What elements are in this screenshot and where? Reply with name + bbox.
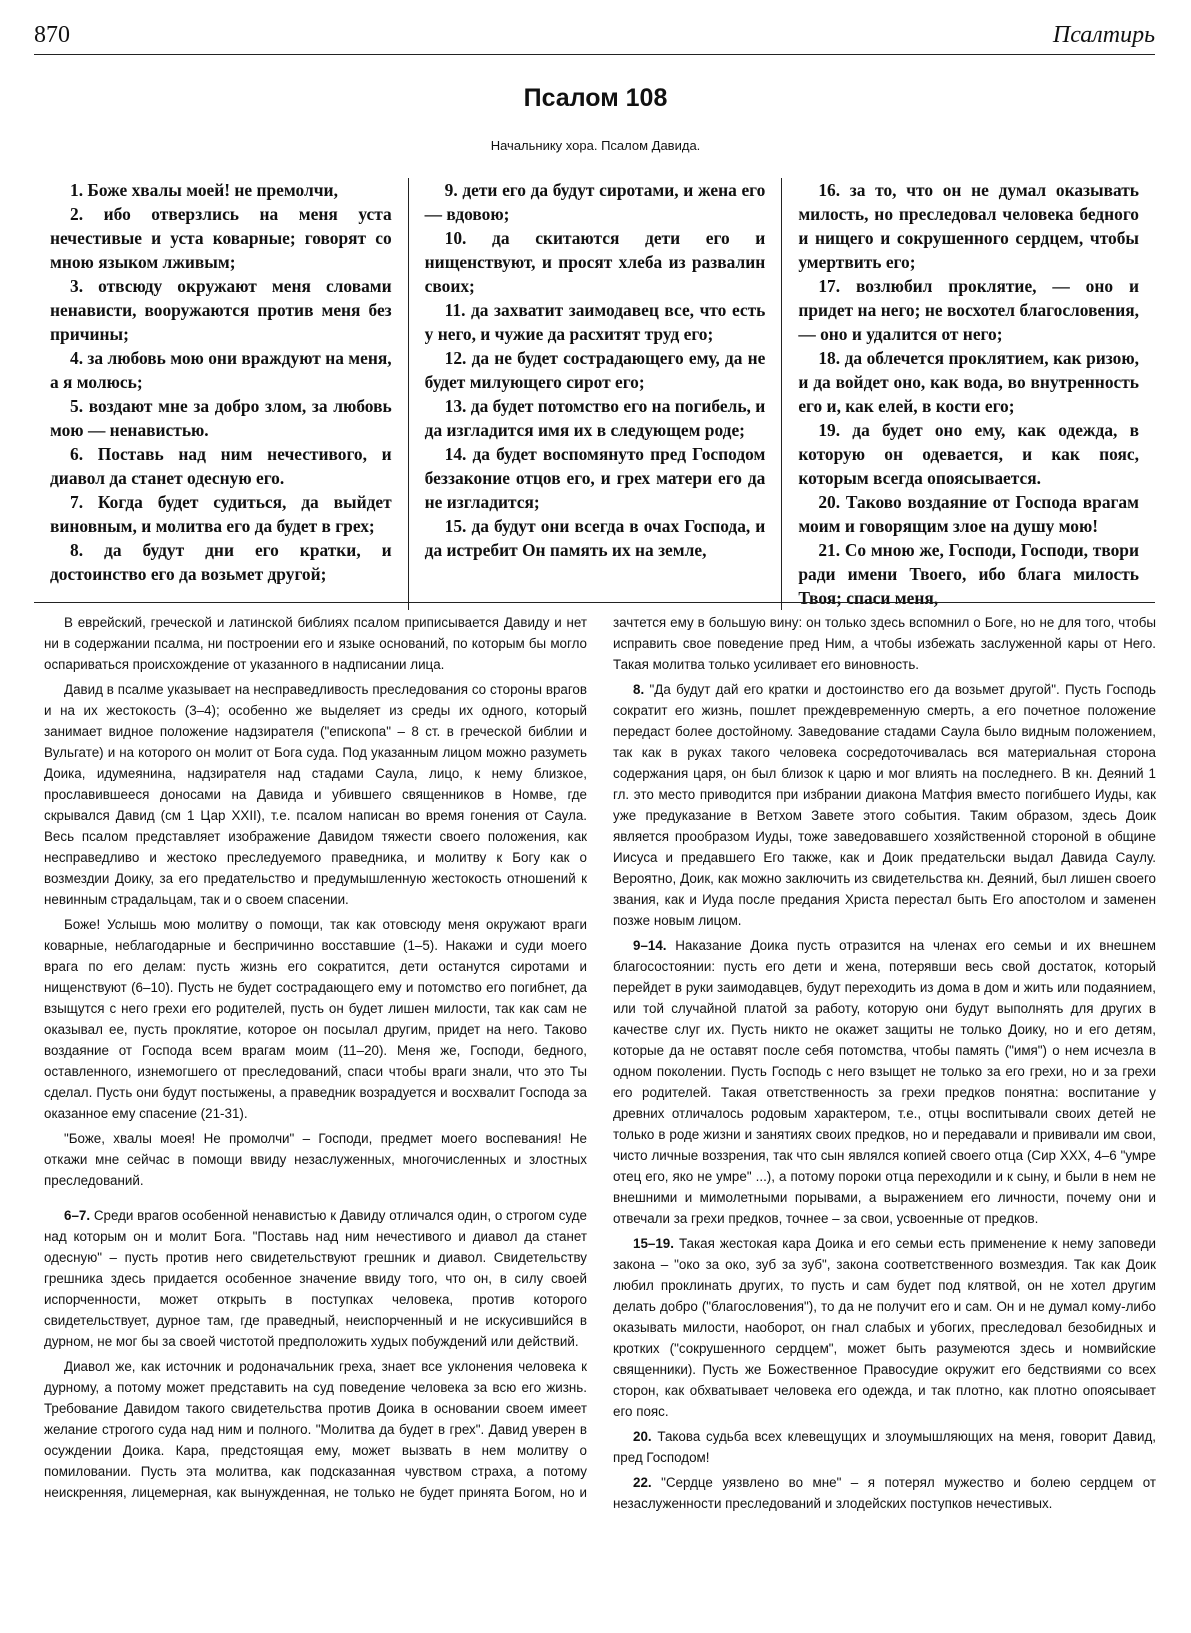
verse-4: 4. за любовь мою они враждуют на меня, а я молюсь; (50, 348, 392, 392)
verse-11: 11. да захватит заимодавец все, что есть у него, и чужие да расхитят труд его; (424, 300, 766, 344)
verse-21: 21. Со мною же, Господи, Господи, твори ради имени Твоего, ибо блага милость Твоя; спаси меня, (798, 540, 1139, 608)
verse-12: 12. да не будет сострадающего ему, да не будет милующего сирот его; (424, 348, 766, 392)
verse-3: 3. отвсюду окружают меня словами ненависти, вооружаются против меня без причины; (50, 276, 392, 344)
commentary-paragraph: "Боже, хвалы моея! Не промолчи" – Господи, предмет моего воспевания! Не откажи мне сейчас в помощи ввиду незаслуженных, многочисленных и злостных преследований. (44, 1131, 587, 1188)
commentary-text: "Да будут дай его кратки и достоинство его да возьмет другой". Пусть Господь сократит его жизнь, пошлет преждевременную смерть, а его почетное положение передаст более достойному. Заведование стадами Саула было видным положением, так как в руках такого человека сосредоточивалась вся материальная сторона содержания царя, он был близок к царю и мог влиять на последнего. В кн. Деяний 1 гл. это место приводится при избрании диакона Матфия вместо погибшего Иуды, как уже предуказание в Ветхом Завете этого события. Таким образом, здесь Доик является прообразом Иуды, тоже заведовавшего хозяйственной стороной в общине Иисуса и предавшего Его также, как и Доик предательски выдал Давида Саулу. Вероятно, Доик, как можно заключить из свидетельства кн. Деяний, был лишен своего звания, как и Иуда после предания Христа перестал быть Его апостолом и заменен позже новым лицом. (613, 682, 1156, 928)
verse-15: 15. да будут они всегда в очах Господа, и да истребит Он память их на земле, (424, 516, 766, 560)
verse-reference: 8. (633, 682, 645, 697)
verse-9: 9. дети его да будут сиротами, и жена его — вдовою; (424, 180, 766, 224)
commentary-paragraph (613, 1233, 1156, 1422)
verse-reference: 20. (633, 1429, 652, 1444)
commentary-text: Такая жестокая кара Доика и его семьи есть применение к нему заповеди закона – "око за око, зуб за зуб", закона соответственного возмездия. Так как Доик любил проклинать других, то пусть и сам будет под клятвой, он не хотел другим делать добро ("благословения"), то да не получит его и сам. Он и не думал кому-либо оказывать милости, наоборот, он гнал слабых и убогих, преследовал безобидных и кротких ("сокрушенного сердцем", может быть разумеются здесь и номвийские священники). Пусть же Божественное Правосудие окружит его бедствиями со всех сторон, как обхватывает человека его одежда, и так плотно, как плотно опоясывает его пояс. (613, 1236, 1156, 1419)
verse-reference: 6–7. (64, 1208, 91, 1223)
commentary (44, 612, 1156, 1622)
verse-8: 8. да будут дни его кратки, и достоинство его да возьмет другой; (50, 540, 392, 584)
verse-1: 1. Боже хвалы моей! не премолчи, (70, 180, 338, 200)
book-title: Псалтирь (1052, 22, 1155, 48)
commentary-paragraph (613, 679, 1156, 931)
commentary-paragraph (44, 1205, 587, 1352)
verse-19: 19. да будет оно ему, как одежда, в которую он одевается, и как пояс, которым всегда опоясывается. (798, 420, 1139, 488)
commentary-paragraph (613, 1472, 1156, 1514)
commentary-paragraph: Боже! Услышь мою молитву о помощи, так как отовсюду меня окружают враги коварные, неблагодарные и беспричинно восставшие (1–5). Накажи и суди моего врага по его делам: пусть жизнь его сократится, дети останутся сиротами и нищенствуют (6–10). Пусть не будет сострадающего ему и потомство его погибнет, да взыщутся с него грехи его родителей, пусть он будет лишен милости, так как сам не оказывал ее, пусть проклятие, которое он посылал другим, придет на него. Таково воздаяние от Господа всем врагам моим (11–20). Меня же, Господи, бедного, оставленного, изнемогшего от преследований, спаси чтобы враги знали, что это Ты сделал. Пусть они будут постыжены, а праведник возрадуется и восхвалит Господа за оказанное ему спасение (21-31). (44, 917, 587, 1121)
verse-reference: 9–14. (633, 938, 667, 953)
verse-5: 5. воздают мне за добро злом, за любовь мою — ненавистью. (50, 396, 392, 440)
running-head (34, 22, 1155, 55)
commentary-text: Наказание Доика пусть отразится на членах его семьи и их внешнем благосостоянии: пусть его дети и жена, потерявши весь свой достаток, который перейдет в руки заимодавцев, будут переходить из дома в дом и жить или подаянием, или той случайной платой за работу, которую они будут выполнять для других в качестве слуг их. Пусть никто не окажет защиты не только Доику, но и его детям, которые да не оставят после себя потомства, чтобы память ("имя") о нем исчезла в одном поколении. Пусть Господь с него взыщет не только за его грехи, но и за грехи его родителей. Такая ответственность за грехи предков понятна: воспитание у древних отличалось родовым характером, т.е., отцы воспитывали своих детей не только в роде жизни и занятиях своих предков, но и передавали и прививали им свои, чисто личные воззрения, так что сын являлся копией своего отца (Сир XXX, 4–6 "умре отец его, яко не умре" ...), а потому пороки отца переходили и к сыну, и были в нем не внешними и мимолетными порывами, а выражением его личности, почему они и отвечали за грехи предков, точнее – за свои, усвоенные от предков. (613, 938, 1156, 1226)
verse-14: 14. да будет воспомянуто пред Господом беззаконие отцов его, и грех матери его да не изгладится; (424, 444, 766, 512)
commentary-paragraph: Давид в псалме указывает на несправедливость преследования со стороны врагов и на их жестокость (3–4); особенно же выделяет из среды их одного, который занимает видное положение надзирателя ("епископа" – 8 ст. в греческой библии и Вульгате) и на которого он молит от Бога суда. Под указанным лицом можно разуметь Доика, идумеянина, надзирателя над стадами Саула, лицо, к нему близкое, прославившееся доносами на Давида и убившего священников в Номве, где скрывался Давид (см 1 Цар XXII), т.е. псалом написан во время гонения от Саула. Весь псалом представляет изображение Давидом тяжести своего положения, как несправедливо и жестоко преследуемого праведника, и молитву к Богу как о возмездии Доику, за его предательство и предумышленную жестокость отношений к невинным страдальцам, так и о своем спасении. (44, 682, 587, 907)
commentary-text: Среди врагов особенной ненавистью к Давиду отличался один, о строгом суде над которым он и молит Бога. "Поставь над ним нечестивого и диавол да станет одесную" – пусть против него свидетельствуют грешник и диавол. Свидетельству грешника здесь придается особенное значение ввиду того, что он, в силу своей испорченности, может открыть в поступках человека, против которого свидетельствует, дурное там, где праведный, неиспорченный и не искусившийся в дурном, не мог бы за своей чистотой предположить худых побуждений или действий. (44, 1208, 587, 1349)
verse-column-1 (34, 178, 408, 610)
verse-16: 16. за то, что он не думал оказывать милость, но преследовал человека бедного и нищего и сокрушенного сердцем, чтобы умертвить его; (798, 180, 1139, 272)
psalm-title: Псалом 108 (523, 84, 668, 112)
section-divider (34, 602, 1155, 603)
verse-reference: 15–19. (633, 1236, 674, 1251)
verse-reference: 22. (633, 1475, 652, 1490)
verse-7: 7. Когда будет судиться, да выйдет виновным, и молитва его да будет в грех; (50, 492, 392, 536)
verse-13: 13. да будет потомство его на погибель, и да изгладится имя их в следующем роде; (424, 396, 766, 440)
verse-column-3 (781, 178, 1155, 610)
commentary-text: Такова судьба всех клевещущих и злоумышляющих на меня, говорит Давид, пред Господом! (613, 1429, 1156, 1465)
verse-17: 17. возлюбил проклятие, — оно и придет на него; не восхотел благословения, — оно и удалится от него; (798, 276, 1139, 344)
commentary-paragraph (613, 1426, 1156, 1468)
commentary-text: "Сердце уязвлено во мне" – я потерял мужество и болею сердцем от незаслуженности преследований и злодейских поступков нечестивых. (613, 1475, 1156, 1511)
verse-10: 10. да скитаются дети его и нищенствуют, и просят хлеба из развалин своих; (424, 228, 766, 296)
verse-18: 18. да облечется проклятием, как ризою, и да войдет оно, как вода, во внутренность его и, как елей, в кости его; (798, 348, 1139, 416)
verse-6: 6. Поставь над ним нечестивого, и диавол да станет одесную его. (50, 444, 392, 488)
commentary-paragraph: В еврейский, греческой и латинской библиях псалом приписывается Давиду и нет ни в содержании псалма, ни построении его и языке оснований, по которым бы могло оспариваться происхождение от указанного в надписании лица. (44, 615, 587, 672)
verse-column-2 (408, 178, 782, 610)
verse-2: 2. ибо отверзлись на меня уста нечестивые и уста коварные; говорят со мною языком лживым; (50, 204, 392, 272)
psalm-verses (34, 178, 1155, 608)
psalm-superscription: Начальнику хора. Псалом Давида. (490, 138, 701, 153)
page-number: 870 (34, 22, 70, 48)
commentary-paragraph: Диавол же, как источник и родоначальник греха, знает все уклонения человека к дурному, а потому может представить на суд поведение человека за всю его жизнь. Требование Давидом такого свидетельства против Доика в основании своем имеет желание строгого суда над ним и полного. "Молитва да будет в грех". Давид уверен в осуждении Доика. Кара, предстоящая ему, может вызвать в нем молитву о помиловании. Пусть эта молитва, как подсказанная чувством страха, а потому неискренняя, лицемерная, как вынужденная, не только не будет принята Богом, но и зачтется ему в большую вину: он только здесь вспомнил о Боге, но не для того, чтобы исправить свое поведение пред Ним, а чтобы избежать заслуженной кары от Него. Такая молитва только усиливает его виновность. (44, 615, 1156, 1500)
commentary-paragraph (613, 935, 1156, 1229)
verse-20: 20. Таково воздаяние от Господа врагам моим и говорящим злое на душу мою! (798, 492, 1139, 536)
